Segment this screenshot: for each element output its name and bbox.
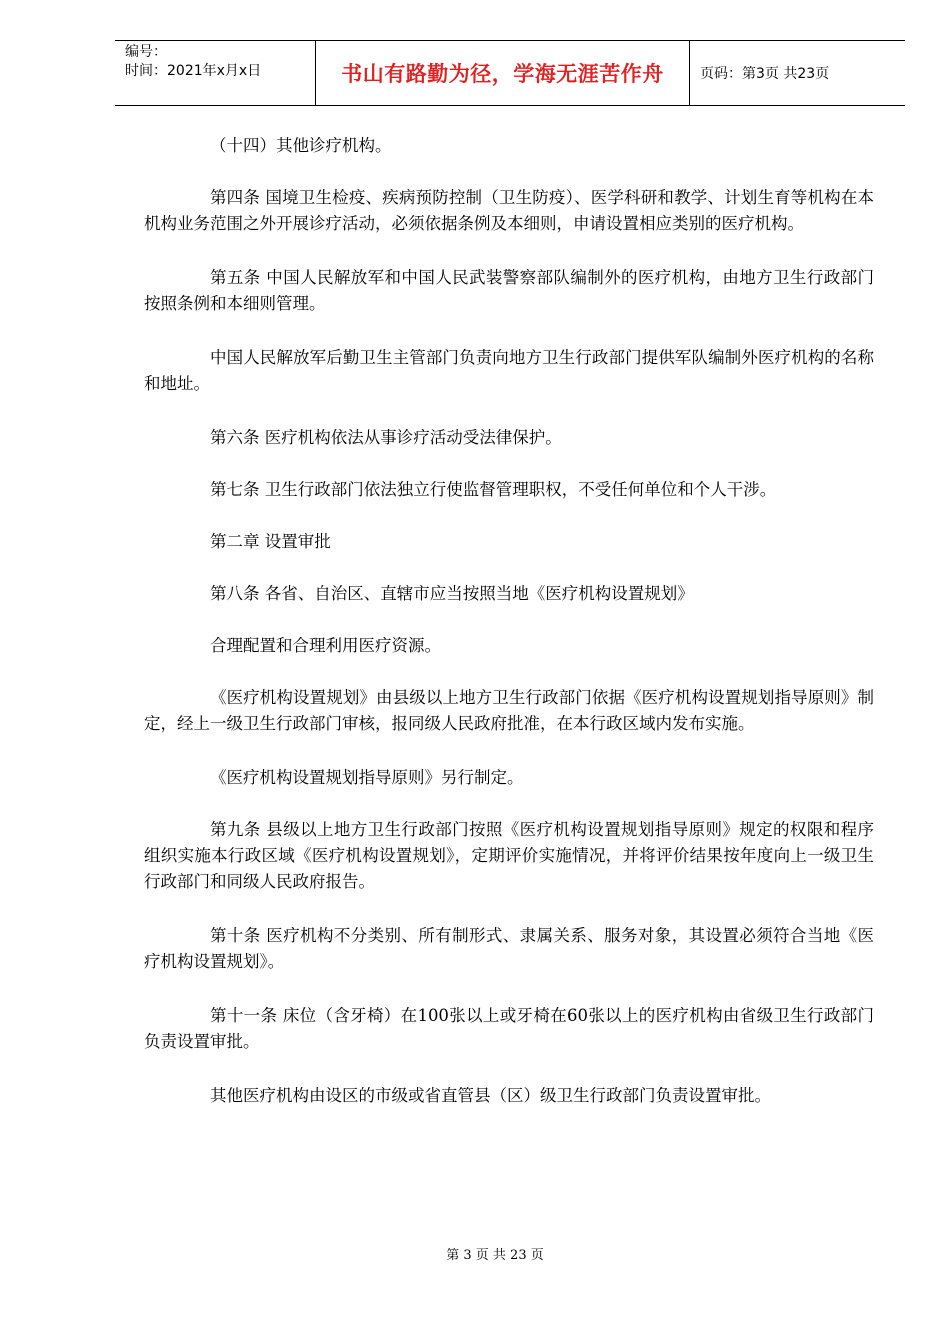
document-body — [144, 133, 874, 1135]
paragraph: 《医疗机构设置规划》由县级以上地方卫生行政部门依据《医疗机构设置规划指导原则》制定，经上一级卫生行政部门审核，报同级人民政府批准，在本行政区域内发布实施。 — [144, 688, 874, 733]
paragraph: 合理配置和合理利用医疗资源。 — [210, 636, 441, 655]
header-meta — [115, 41, 316, 105]
paragraph: 第十条 医疗机构不分类别、所有制形式、隶属关系、服务对象，其设置必须符合当地《医疗机构设置规划》。 — [144, 926, 874, 971]
document-time-label: 时间：2021年x月x日 — [125, 63, 262, 79]
paragraph: 第四条 国境卫生检疫、疾病预防控制（卫生防疫）、医学科研和教学、计划生育等机构在本机构业务范围之外开展诊疗活动，必须依据条例及本细则，申请设置相应类别的医疗机构。 — [144, 188, 874, 233]
page-header — [115, 40, 905, 106]
paragraph: 第十一条 床位（含牙椅）在100张以上或牙椅在60张以上的医疗机构由省级卫生行政部门负责设置审批。 — [144, 1006, 874, 1051]
header-motto: 书山有路勤为径，学海无涯苦作舟 — [316, 41, 690, 105]
paragraph: 《医疗机构设置规划指导原则》另行制定。 — [210, 768, 524, 787]
paragraph: 第五条 中国人民解放军和中国人民武装警察部队编制外的医疗机构，由地方卫生行政部门按照条例和本细则管理。 — [144, 268, 874, 313]
paragraph: 其他医疗机构由设区的市级或省直管县（区）级卫生行政部门负责设置审批。 — [210, 1086, 771, 1105]
paragraph: （十四）其他诊疗机构。 — [210, 136, 392, 155]
paragraph: 第八条 各省、自治区、直辖市应当按照当地《医疗机构设置规划》 — [210, 584, 694, 603]
chapter-heading: 第二章 设置审批 — [210, 532, 331, 551]
header-page-info: 页码：第3页 共23页 — [700, 66, 830, 82]
paragraph: 第七条 卫生行政部门依法独立行使监督管理职权，不受任何单位和个人干涉。 — [210, 480, 777, 499]
paragraph: 第九条 县级以上地方卫生行政部门按照《医疗机构设置规划指导原则》规定的权限和程序组织实施本行政区域《医疗机构设置规划》，定期评价实施情况，并将评价结果按年度向上一级卫生行政部门和同级人民政府报告。 — [144, 820, 874, 891]
paragraph: 中国人民解放军后勤卫生主管部门负责向地方卫生行政部门提供军队编制外医疗机构的名称和地址。 — [144, 348, 874, 393]
paragraph: 第六条 医疗机构依法从事诊疗活动受法律保护。 — [210, 428, 562, 447]
page-footer: 第 3 页 共 23 页 — [446, 1248, 544, 1263]
document-number-label: 编号： — [125, 44, 167, 60]
